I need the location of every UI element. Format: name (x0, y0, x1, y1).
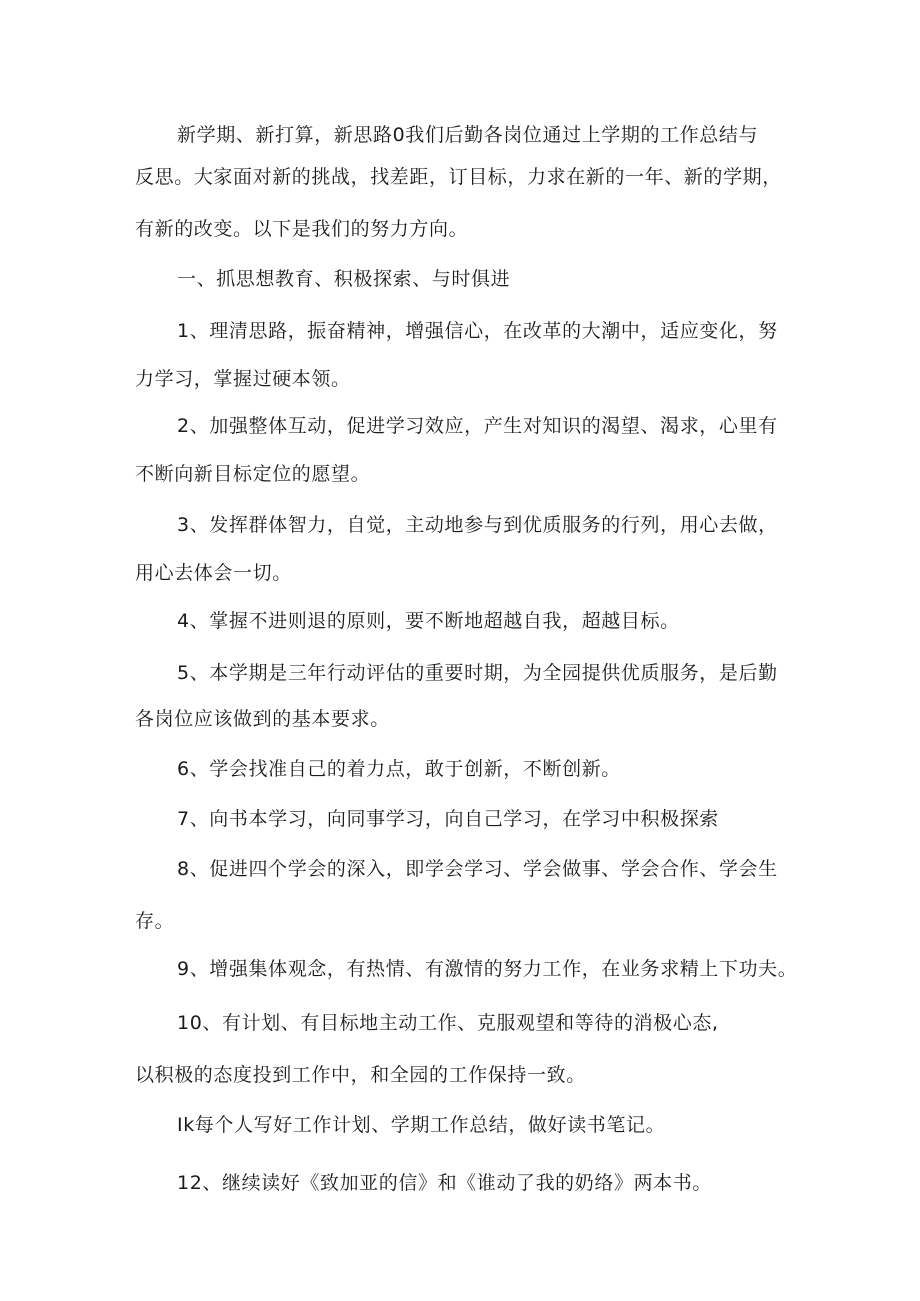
list-item-1-line-1: 1、理清思路，振奋精神，增强信心，在改革的大潮中，适应变化，努 (177, 320, 778, 342)
list-item-3-line-1: 3、发挥群体智力，自觉，主动地参与到优质服务的行列，用心去做， (177, 514, 778, 536)
intro-line-3: 有新的改变。以下是我们的努力方向。 (135, 218, 469, 240)
list-item-10-line-2: 以积极的态度投到工作中，和全园的工作保持一致。 (135, 1064, 586, 1086)
list-item-9-line-1: 9、增强集体观念，有热情、有激情的努力工作，在业务求精上下功夫。 (177, 958, 798, 980)
list-item-5-line-1: 5、本学期是三年行动评估的重要时期，为全园提供优质服务，是后勤 (177, 662, 778, 684)
list-item-12-line-1: 12、继续读好《致加亚的信》和《谁动了我的奶络》两本书。 (177, 1172, 712, 1194)
list-item-4-line-1: 4、掌握不进则退的原则，要不断地超越自我，超越目标。 (177, 610, 680, 632)
section-heading: 一、抓思想教育、积极探索、与时俱进 (177, 268, 511, 290)
list-item-3-line-2: 用心去体会一切。 (135, 562, 292, 584)
list-item-8-line-1: 8、促进四个学会的深入，即学会学习、学会做事、学会合作、学会生 (177, 858, 778, 880)
list-item-6-line-1: 6、学会找准自己的着力点，敢于创新，不断创新。 (177, 758, 621, 780)
intro-line-2: 反思。大家面对新的挑战，找差距，订目标，力求在新的一年、新的学期， (135, 166, 782, 188)
list-item-2-line-1: 2、加强整体互动，促进学习效应，产生对知识的渴望、渴求，心里有 (177, 415, 778, 437)
list-item-2-line-2: 不断向新目标定位的愿望。 (135, 463, 371, 485)
list-item-1-line-2: 力学习，掌握过硬本领。 (135, 368, 351, 390)
list-item-7-line-1: 7、向书本学习，向同事学习，向自己学习，在学习中积极探索 (177, 808, 719, 830)
list-item-5-line-2: 各岗位应该做到的基本要求。 (135, 708, 390, 730)
list-item-10-line-1: 10、有计划、有目标地主动工作、克服观望和等待的消极心态, (177, 1012, 719, 1034)
list-item-11-line-1: Ik每个人写好工作计划、学期工作总结，做好读书笔记。 (177, 1114, 666, 1136)
intro-line-1: 新学期、新打算，新思路0我们后勤各岗位通过上学期的工作总结与 (177, 124, 759, 146)
list-item-8-line-2: 存。 (135, 910, 175, 932)
